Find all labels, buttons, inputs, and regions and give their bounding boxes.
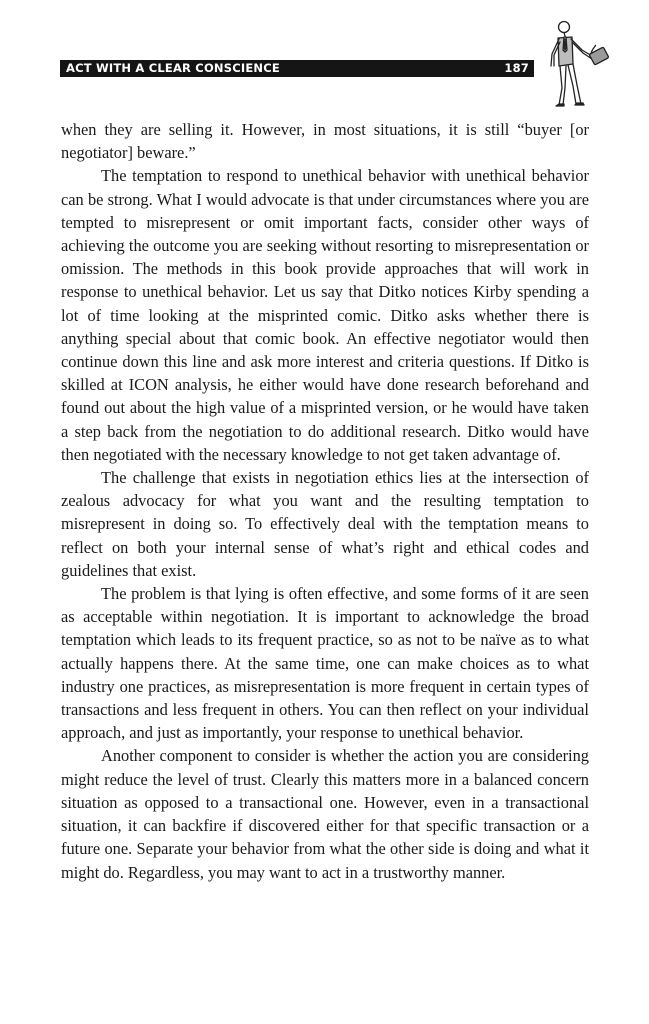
paragraph: The problem is that lying is often effective, and some forms of it are seen as acceptable within negotiation. It is important to acknowledge the broad temptation which leads to its frequent practice, so as not to be naïve as to what actually happens there. At the same time, one can make choices as to what industry one practices, as misrepresentation is more frequent in certain types of transactions and less frequent in others. You can then reflect on your individual approach, and just as importantly, your response to unethical behavior.	[61, 584, 589, 743]
running-header	[60, 60, 534, 77]
paragraph: The temptation to respond to unethical behavior with unethical behavior can be strong. What I would advocate is that under circumstances where you are tempted to misrepresent or omit important facts, consider other ways of achieving the outcome you are seeking without resorting to misrepresentation or omission. The methods in this book provide approaches that will work in response to unethical behavior. Let us say that Ditko notices Kirby spending a lot of time looking at the misprinted comic. Ditko asks whether there is anything special about that comic book. An effective negotiator would then continue down this line and ask more interest and criteria questions. If Ditko is skilled at ICON analysis, he either would have done research beforehand and found out about the high value of a misprinted version, or he would have taken a step back from the negotiation to do additional research. Ditko would have then negotiated with the necessary knowledge to not get taken advantage of.	[61, 166, 589, 464]
paragraph: The challenge that exists in negotiation ethics lies at the intersection of zealous advocacy for what you want and the resulting temptation to misrepresent in doing so. To effectively deal with the temptation means to reflect on both your internal sense of what’s right and ethical codes and guidelines that exist.	[61, 468, 589, 580]
chapter-title: ACT WITH A CLEAR CONSCIENCE	[66, 61, 280, 75]
paragraph: when they are selling it. However, in most situations, it is still “buyer [or negotiator] beware.”	[61, 120, 589, 163]
page-number: 187	[504, 61, 529, 75]
businessman-walking-with-briefcase-icon	[542, 20, 620, 112]
paragraph: Another component to consider is whether the action you are considering might reduce the level of trust. Clearly this matters more in a balanced concern situation as opposed to a transactional one. However, even in a transactional situation, it can backfire if discovered either for that specific transaction or a future one. Separate your behavior from what the other side is doing and what it might do. Regardless, you may want to act in a trustworthy manner.	[61, 746, 589, 882]
body-text	[61, 118, 589, 884]
